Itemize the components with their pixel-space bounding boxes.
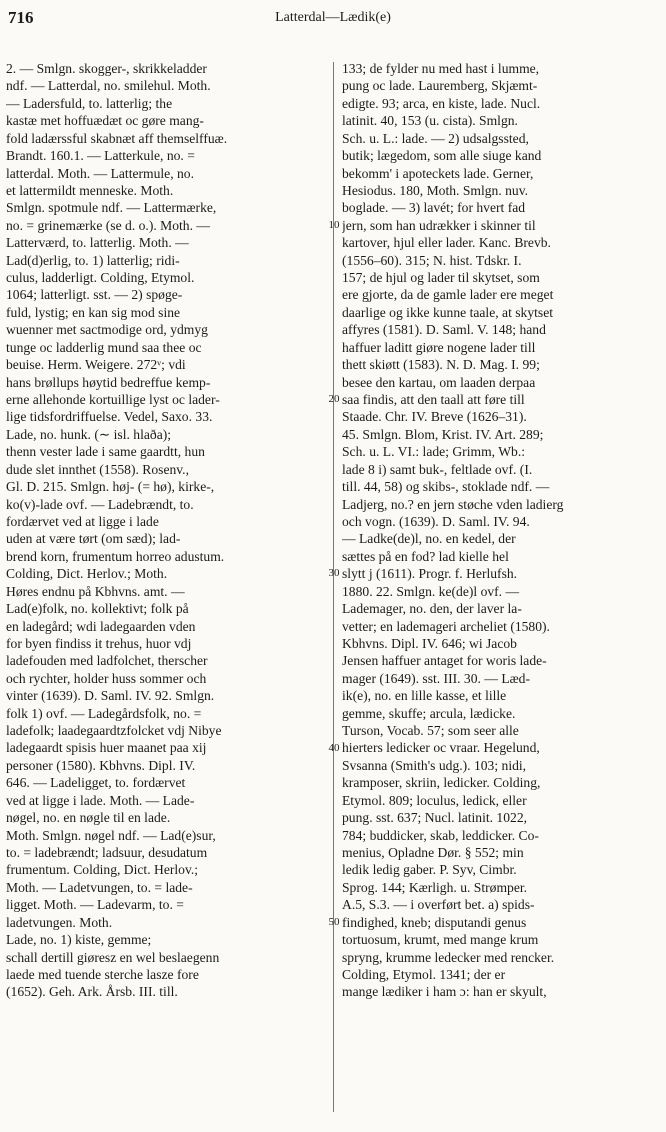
left-column-line: no. = grinemærke (se d. o.). Moth. — xyxy=(6,217,210,233)
left-column-line: fold ladærssful skabnæt aff themselffuæ. xyxy=(6,130,228,146)
left-column-line: latterdal. Moth. — Lattermule, no. xyxy=(6,165,194,181)
right-column-line: ledik ledig gaber. P. Syv, Cimbr. xyxy=(342,862,517,878)
right-column-line: Colding, Etymol. 1341; der er xyxy=(342,966,506,982)
right-column-line: (1556–60). 315; N. hist. Tdskr. I. xyxy=(342,252,522,268)
right-column-line: Hesiodus. 180, Moth. Smlgn. nuv. xyxy=(342,182,529,198)
right-column-line: Sch. u. L. VI.: lade; Grimm, Wb.: xyxy=(342,444,525,460)
right-column-line: hierters ledicker oc vraar. Hegelund, xyxy=(342,740,540,756)
left-column-line: erne allehonde kortuillige lyst oc lader- xyxy=(6,392,220,408)
left-column-line: ladefouden med ladfolchet, therscher xyxy=(6,653,208,669)
right-column-line: Kbhvns. Dipl. IV. 646; wi Jacob xyxy=(342,635,517,651)
right-column-line: mange lædiker i ham ɔ: han er skyult, xyxy=(342,984,547,1000)
left-column-line: Colding, Dict. Herlov.; Moth. xyxy=(6,566,168,582)
left-column-line: et lattermildt menneske. Moth. xyxy=(6,182,174,198)
left-column-line: ligget. Moth. — Ladevarm, to. = xyxy=(6,897,184,913)
left-column-line: ladefolk; laadegaardtzfolcket vdj Nibye xyxy=(6,723,222,739)
right-column-line: Turson, Vocab. 57; som seer alle xyxy=(342,723,519,739)
left-column-line: brend korn, frumentum horreo adustum. xyxy=(6,548,225,564)
right-column-line: och vogn. (1639). D. Saml. IV. 94. xyxy=(342,513,530,529)
left-column-line: ndf. — Latterdal, no. smilehul. Moth. xyxy=(6,78,211,94)
left-column-line: fordærvet ved at ligge i lade xyxy=(6,513,159,529)
right-column-line: 157; de hjul og lader til skytset, som xyxy=(342,270,540,286)
left-column-line: folk 1) ovf. — Ladegårdsfolk, no. = xyxy=(6,705,202,721)
left-column-line: fuld, lystig; en kan sig mod sine xyxy=(6,304,181,320)
right-column-line: boglade. — 3) lavét; for hvert fad xyxy=(342,200,526,216)
left-column-line: 646. — Ladeligget, to. fordærvet xyxy=(6,775,186,791)
left-column-line: schall dertill giøresz en wel beslaegenn xyxy=(6,949,220,965)
left-column-line: ved at ligge i lade. Moth. — Lade- xyxy=(6,792,195,808)
left-column-line: Brandt. 160.1. — Latterkule, no. = xyxy=(6,148,195,164)
right-column-line: A.5, S.3. — i overført bet. a) spids- xyxy=(342,897,535,913)
left-column-line: Høres endnu på Kbhvns. amt. — xyxy=(6,583,185,599)
right-column-line: ere gjorte, da de gamle lader ere meget xyxy=(342,287,554,303)
line-number: 10 xyxy=(328,218,340,231)
left-column-line: hans brøllups høytid bedreffue kemp- xyxy=(6,374,211,390)
line-number: 20 xyxy=(328,393,340,406)
right-column-line: thett skiøtt (1583). N. D. Mag. I. 99; xyxy=(342,357,540,373)
right-column-line: affyres (1581). D. Saml. V. 148; hand xyxy=(342,322,546,338)
right-column-line: kramposer, skriin, ledicker. Colding, xyxy=(342,775,541,791)
right-column-line: till. 44, 58) og skibs-, stoklade ndf. — xyxy=(342,479,550,495)
left-column-line: vinter (1639). D. Saml. IV. 92. Smlgn. xyxy=(6,688,215,704)
left-column-line: tunge oc ladderlig mund saa thee oc xyxy=(6,339,202,355)
left-column-line: 2. — Smlgn. skogger-, skrikkeladder xyxy=(6,61,207,76)
left-column-line: kastæ met hoffuædæt oc gøre mang- xyxy=(6,113,204,129)
right-column-line: daarlige og ikke kunne taale, at skytset xyxy=(342,304,554,320)
left-column-line: ladegaardt spisis huer maanet paa xij xyxy=(6,740,207,756)
page-number: 716 xyxy=(8,8,34,27)
left-column-line: culus, ladderligt. Colding, Etymol. xyxy=(6,270,195,286)
right-column-line: Etymol. 809; loculus, ledick, eller xyxy=(342,792,527,808)
right-column-line: 784; buddicker, skab, leddicker. Co- xyxy=(342,827,539,843)
right-column-line: latinit. 40, 153 (u. cista). Smlgn. xyxy=(342,113,518,129)
left-column-line: beuise. Herm. Weigere. 272ᵛ; vdi xyxy=(6,357,186,373)
right-column-line: jern, som han udrækker i skinner til xyxy=(342,217,536,233)
right-column-line: 1880. 22. Smlgn. ke(de)l ovf. — xyxy=(342,583,520,599)
right-column-line: kartover, hjul eller lader. Kanc. Brevb. xyxy=(342,235,551,251)
right-column-line: mager (1649). sst. III. 30. — Læd- xyxy=(342,670,531,686)
left-column-line: Lade, no. 1) kiste, gemme; xyxy=(6,932,152,948)
right-column-line: tortuosum, krumt, med mange krum xyxy=(342,932,539,948)
left-column-line: wuenner met sactmodige ord, ydmyg xyxy=(6,322,208,338)
right-column-line: — Ladke(de)l, no. en kedel, der xyxy=(342,531,516,547)
left-column xyxy=(6,60,330,1001)
right-column-line: findighed, kneb; disputandi genus xyxy=(342,914,527,930)
right-column-line: saa findis, att den taall att føre till xyxy=(342,392,525,408)
running-head: Latterdal—Lædik(e) xyxy=(275,10,391,25)
left-column-line: — Ladersfuld, to. latterlig; the xyxy=(6,95,173,111)
left-column-line: for byen findiss it trehus, huor vdj xyxy=(6,635,192,651)
right-column-line: haffuer laditt giøre nogene lader till xyxy=(342,339,536,355)
right-column-line: 45. Smlgn. Blom, Krist. IV. Art. 289; xyxy=(342,426,544,442)
left-column-line: dude slet innthet (1558). Rosenv., xyxy=(6,461,189,477)
left-column-line: (1652). Geh. Ark. Årsb. III. till. xyxy=(6,984,178,1000)
page-header xyxy=(8,6,658,36)
right-column-line: lade 8 i) samt buk-, feltlade ovf. (I. xyxy=(342,461,533,477)
left-column-line: Moth. Smlgn. nøgel ndf. — Lad(e)sur, xyxy=(6,827,216,843)
left-column-line: thenn vester lade i same gaardtt, hun xyxy=(6,444,205,460)
left-column-line: to. = ladebrændt; ladsuur, desudatum xyxy=(6,844,208,860)
left-column-line: Lad(e)folk, no. kollektivt; folk på xyxy=(6,601,189,617)
left-column-line: Lade, no. hunk. (∼ isl. hlaða); xyxy=(6,426,172,442)
right-column-line: Staade. Chr. IV. Breve (1626–31). xyxy=(342,409,527,425)
left-column-line: Lad(d)erlig, to. 1) latterlig; ridi- xyxy=(6,252,180,268)
left-column-line: lige tidsfordriffuelse. Vedel, Saxo. 33. xyxy=(6,409,213,425)
right-column-line: sættes på en fod? lad kielle hel xyxy=(342,548,509,564)
right-column-line: butik; lægedom, som alle siuge kand xyxy=(342,148,542,164)
line-number: 30 xyxy=(328,567,340,580)
left-column-line: ko(v)-lade ovf. — Ladebrændt, to. xyxy=(6,496,194,512)
left-column-line: laede med tuende sterche lasze fore xyxy=(6,966,199,982)
right-column-line: pung oc lade. Lauremberg, Skjæmt- xyxy=(342,78,538,94)
right-column-line: pung. sst. 637; Nucl. latinit. 1022, xyxy=(342,810,528,826)
right-column-line: slytt j (1611). Progr. f. Herlufsh. xyxy=(342,566,518,582)
right-column-line: Ladjerg, no.? en jern støche vden ladierg xyxy=(342,496,564,512)
left-column-line: uden at være tørt (om sæd); lad- xyxy=(6,531,181,547)
right-column-line: 133; de fylder nu med hast i lumme, xyxy=(342,61,540,76)
right-column xyxy=(342,60,666,1001)
line-number: 50 xyxy=(328,916,340,929)
right-column-line: Jensen haffuer antaget for woris lade- xyxy=(342,653,547,669)
left-column-line: personer (1580). Kbhvns. Dipl. IV. xyxy=(6,757,196,773)
right-column-line: gemme, skuffe; arcula, lædicke. xyxy=(342,705,516,721)
right-column-line: Sprog. 144; Kærligh. u. Strømper. xyxy=(342,879,528,895)
right-column-line: vetter; en lademageri archeliet (1580). xyxy=(342,618,550,634)
right-column-line: spryng, krumme ledecker med rencker. xyxy=(342,949,555,965)
left-column-line: frumentum. Colding, Dict. Herlov.; xyxy=(6,862,199,878)
left-column-line: Latterværd, to. latterlig. Moth. — xyxy=(6,235,189,251)
right-column-line: ik(e), no. en lille kasse, et lille xyxy=(342,688,507,704)
left-column-line: Smlgn. spotmule ndf. — Lattermærke, xyxy=(6,200,217,216)
line-number: 40 xyxy=(328,741,340,754)
right-column-line: Lademager, no. den, der laver la- xyxy=(342,601,522,617)
left-column-line: och rychter, holder huss sommer och xyxy=(6,670,207,686)
left-column-line: ladetvungen. Moth. xyxy=(6,914,113,930)
left-column-line: Moth. — Ladetvungen, to. = lade- xyxy=(6,879,193,895)
left-column-line: 1064; latterligt. sst. — 2) spøge- xyxy=(6,287,183,303)
left-column-line: nøgel, no. en nøgle til en lade. xyxy=(6,810,171,826)
right-column-line: besee den kartau, om laaden derpaa xyxy=(342,374,536,390)
left-column-line: Gl. D. 215. Smlgn. høj- (= hø), kirke-, xyxy=(6,479,215,495)
left-column-line: en ladegård; wdi ladegaarden vden xyxy=(6,618,196,634)
right-column-line: Sch. u. L.: lade. — 2) udsalgssted, xyxy=(342,130,529,146)
right-column-line: bekomm' i apoteckets lade. Gerner, xyxy=(342,165,534,181)
right-column-line: Svsanna (Smith's udg.). 103; nidi, xyxy=(342,757,527,773)
right-column-line: menius, Opladne Dør. § 552; min xyxy=(342,844,524,860)
right-column-line: edigte. 93; arca, en kiste, lade. Nucl. xyxy=(342,95,541,111)
